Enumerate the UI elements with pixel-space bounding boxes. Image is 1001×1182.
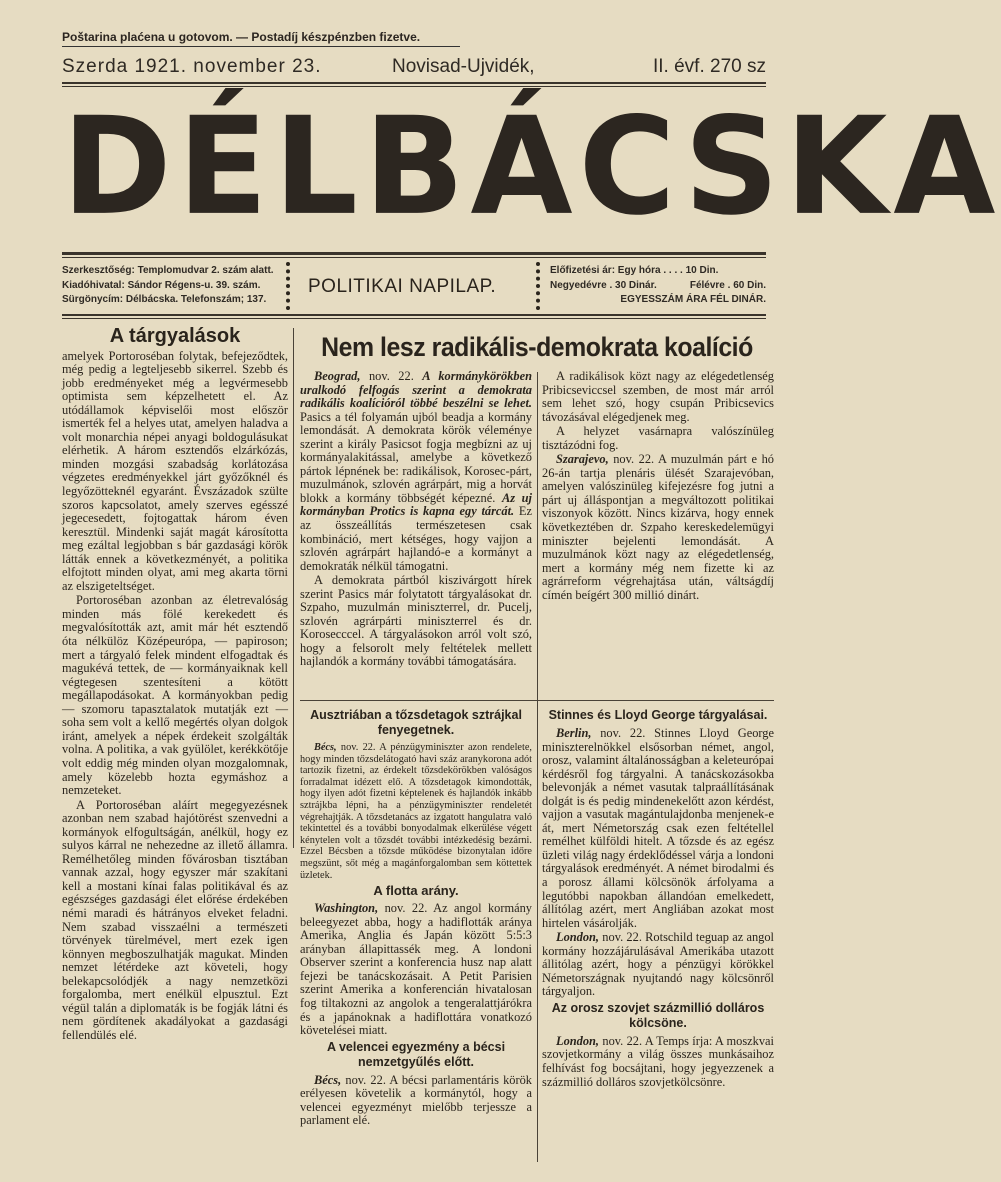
left-article-paragraph: amelyek Portoroséban folytak, befejeződtek, még pedig a legteljesebb sikerrel. Szebb és jobb eredményeket még a legvérmesebb optimista sem képzelhetett el. Az utódállamok képviselői most először ismerték fel a helyes utat, amelyen haladva a volt monarchia népei anyagi boldogulásukat elérhetik. A három esztendős elzárkózás, minden mozgási szabadság korlátozása végzetes eredményekkel járt győzőknél és legyőzötteknél egyaránt. Évszázadok szülte szoros kapcsolatot, amely szerves egésszé jegecesedett, fojtogattak három éven keresztül. Mindenki saját magát károsította meg ezáltal legjobban s bár gazdasági körök látták ennek a következményét, a politika elfojtott minden olyat, ami meg akarta törni az elszigeteltséget.	[62, 348, 288, 593]
postal-underline	[62, 46, 460, 47]
telegraph-info: Sürgönycím: Délbácska. Telefonszám; 137.	[62, 294, 267, 305]
issue-date: Szerda 1921. november 23.	[62, 56, 322, 77]
masthead-rule	[62, 252, 766, 258]
info-separator	[536, 262, 540, 310]
main-article-column	[300, 370, 532, 669]
dateline-place: Washington,	[314, 901, 379, 916]
venice-article-text: A bécsi parlamentáris körök erélyesen követelik a kormánytól, hogy a velencei egyezményt mielőbb terjessze a parlament elé.	[300, 1072, 533, 1128]
price-quarterly: Negyedévre . 30 Dinár.	[550, 279, 657, 291]
section-rule	[300, 700, 774, 701]
dateline-date: nov. 22.	[602, 930, 642, 945]
top-rule	[62, 82, 766, 87]
postal-notice: Poštarina plaćena u gotovom. — Postadíj készpénzben fizetve.	[62, 30, 421, 44]
issue-place: Novisad-Ujvidék,	[392, 56, 535, 77]
editorial-address: Szerkesztőség: Templomudvar 2. szám alatt.	[62, 265, 274, 276]
main-article-lead: A kormánykörökben uralkodó felfogás szerint a demokrata radikális koalícióról többé beszélni se lehet.	[300, 369, 532, 411]
dateline	[62, 56, 766, 80]
main-article-continued	[542, 370, 774, 602]
soviet-article-text: A Temps írja: A moszkvai szovjetkormány a világ összes munkásaihoz felhívást fog bocsájtani, hogy jegyezzenek a százmillió dolláros szovjetkölcsönre.	[542, 1033, 774, 1089]
dateline-date: nov. 22.	[602, 1033, 643, 1048]
stinnes-article-text: Stinnes Lloyd George miniszterelnökkel elsősorban német, angol, orosz, valamint általánosságban a keleteurópai kérdésről fog tárgyalni. A tanácskozásokba belevonják a német vasutak talpraállításának dolgát is és pedig mindenekelőtt azon kérdést, vajjon a vasutak magántulajdonba menjenek-e át, mert Németország csak ezen feltétellel remélhet külföldi hitelt. A tőzsde és az egész üzleti világ nagy érdeklődéssel várja a londoni tárgyalások eredményét. A német birodalmi és a porosz állami kölcsönök árfolyama a legutóbbi napokban állandóan emelkedett, állítólag azért, mert Angliában azokat most hirtelen vásárolják.	[542, 726, 774, 930]
main-article-paragraph: A helyzet vasárnapra valószínüleg tisztázódni fog.	[542, 424, 774, 452]
austria-article-title: Ausztriában a tőzsdetagok sztrájkal fenyegetnek.	[310, 708, 522, 737]
left-article-paragraph: Portoroséban azonban az életrevalóság minden más fölé kerekedett és megvalósították azt, amit már hét esztendő óta nélkülöz Középeurópa, — papiroson; mert a tárgyaló felek mindent elfogadtak és magukévá tettek, de — kormányaiknak kell végtegesen szentesíteni a kötött megállapodásokat. A kormányokban pedig — szomoru tapasztalatok mutatják ezt — soha sem volt a kellő megértés olyan dolgok iránt, amelyek a népek érdekeit szolgálták volna. A politika, a vak gyülölet, kerékkötője volt eddig még minden olyan mozgalomnak, amely közelebb hozta egymáshoz a nemzeteket.	[62, 593, 288, 798]
soviet-article-title: Az orosz szovjet százmillió dolláros kölcsöne.	[551, 1000, 765, 1030]
dateline-place: London,	[556, 1033, 600, 1048]
dateline-date: nov. 22.	[345, 1072, 386, 1087]
stinnes-article-text: Rotschild teguap az angol kormány hozzájárulásával Amerikába utazott állitólag azért, hogy a pénzügyi körökkel Németországnak nyujtandó nagy kölcsönről tárgyaljon.	[542, 930, 774, 999]
contact-info	[62, 264, 274, 308]
left-article	[62, 325, 288, 1042]
lower-middle-column	[300, 706, 532, 1128]
fleet-article-text: Az angol kormány beleegyezet abba, hogy a hadiflották aránya Amerika, Anglia és Japán között 5:5:3 arányban állapittassék meg. A londoni Observer szerint a konferencia husz nap alatt fejezi be tanácskozásait. A Petit Parisien szerint Amerika a konferencián hivatalosan fog tiltakozni az angolok a tengeralattjárókra és a japánoknak a hadiflottára vonatkozó követelései miatt.	[300, 901, 533, 1038]
stinnes-article-title: Stinnes és Lloyd George tárgyalásai.	[548, 708, 768, 722]
dateline-date: nov. 22.	[384, 901, 428, 916]
left-article-paragraph: A Portoroséban aláírt megegyezésnek azonban nem szabad hajótörést szenvedni a kormányok elfogultságán, anélkül, hogy ez sulyos kárral ne nehezedne az illető államra. Remélhetőleg minden fővárosban tisztában vannak azzal, hogy egyszer már szakítani kell a mostani kínai falas politikával és az egészséges gazdasági élet előrése érdekében némi maradi és hátrányos elveket feladni. Nem szabad visszaélni a természeti törvények türelmével, mert ezek igen könnyen megboszulhatják magukat. Minden nemzet létérdeke azt követeli, hogy belekapcsolódjék a nagy nemzetközi forgalomba, mert enélkül elpusztul. Ezt végül talán a diplomaták is be fogják látni és nem gördítenek akadályokat a gazdasági fellendülés elé.	[62, 797, 288, 1042]
info-rule	[62, 314, 766, 319]
dateline-place: London,	[556, 930, 600, 945]
paper-subtitle: POLITIKAI NAPILAP.	[308, 276, 497, 297]
main-article-paragraph: A demokrata pártból kiszivárgott hírek szerint Pasics már folytatott tárgyalásokat dr. Szpaho, muzulmán miniszterrel, dr. Pucelj, szlovén agrárpárti miniszterrel és dr. Korosecccel. A tárgyalásokon arról volt szó, hogy a felsorolt mely feltételek mellett hajlandók a kormány további támogatására.	[300, 573, 532, 669]
info-separator	[286, 262, 290, 310]
price-single-copy: EGYESSZÁM ÁRA FÉL DINÁR.	[620, 294, 766, 305]
dateline-date: nov. 22.	[613, 452, 655, 467]
austria-article-text: A pénzügyminiszter azon rendelete, hogy minden tőzsdelátogató havi száz aranykorona adót tartozik fizetni, az érdekelt tőzsdekörökben valóságos forradalmat idézett elő. A tőzsdetagok kimondották, hogy ilyen adót fizetni képtelenek és hajlandók inkább sztrájkba lépni, ha a pénzügyminiszter rendeletét végrehajtják. A tőzsdetanács az izgatott hangulatra való tekintettel és a további bonyodalmak elkerülése végett kénytelen volt a tőzsdét további intézkedésig bezárni. Ezzel Bécsben a tőzsde működése bizonytalan időre megszünt, sőt még a magánforgalomban sem köttettek üzletek.	[300, 742, 533, 881]
main-article-text: Ez az összeállítás természetesen csak kombináció, mert kétséges, hogy vajjon a szlovén agrárpárt hajlandó-e a kormányt a demokraták nélkül támogatni.	[300, 504, 532, 573]
dateline-place: Berlin,	[556, 726, 592, 740]
dateline-date: nov. 22.	[340, 742, 376, 753]
column-divider	[293, 328, 294, 848]
main-article-text: Pasics a tél folyamán ujból beadja a kormány lemondását. A demokrata körök véleménye szerint a király Pasicsot fogja megbízni az uj kormányalakitással, amelybe a következő pártok lépnének be: radikálisok, Korosec-párt, muzulmánok, szlovén agrárpárt, mig a horvát blokk a kormány többségét képezné.	[300, 409, 532, 505]
dateline-place: Bécs,	[314, 1072, 342, 1087]
main-article-bold: Az uj kormányban Protics is kapna egy tárcát.	[300, 490, 532, 519]
column-divider	[537, 372, 538, 1162]
price-monthly: Előfizetési ár: Egy hóra . . . . 10 Din.	[550, 265, 719, 276]
dateline-place: Bécs,	[314, 742, 337, 753]
dateline-date: nov. 22.	[368, 369, 414, 383]
fleet-article-title: A flotta arány.	[373, 883, 459, 899]
masthead-title: DÉLBÁCSKA	[62, 88, 1001, 246]
info-bar	[62, 262, 766, 312]
main-article-paragraph: A radikálisok közt nagy az elégedetlenség Pribicseviccsel szemben, de most már arról sem lehet szó, hogy csupán Pribicsevics távozásával elégedjenek meg.	[542, 369, 774, 424]
subscription-prices	[550, 264, 766, 308]
left-article-title: A tárgyalások	[109, 325, 241, 347]
publishing-address: Kiadóhivatal: Sándor Régens-u. 39. szám.	[62, 279, 261, 291]
venice-article-title: A velencei egyezmény a bécsi nemzetgyűlés előtt.	[326, 1039, 506, 1069]
dateline-place: Szarajevo,	[556, 452, 609, 467]
price-row	[550, 279, 766, 294]
dateline-place: Beograd,	[314, 369, 361, 383]
issue-number: II. évf. 270 sz	[653, 56, 766, 77]
price-halfyear: Félévre . 60 Din.	[689, 279, 766, 291]
lower-right-column	[542, 706, 774, 1089]
main-article-text: A muzulmán párt e hó 26-án tartja plenáris ülését Szarajevóban, amelyen valószinüleg kifejezésre fog jutni a párt uj álláspontjan a megváltozott politikai viszonyok között. Nincs kizárva, hogy ennek következtében dr. Szpaho kereskedelemügyi miniszter bejelenti lemondását. A muzulmánok közt nagy az elégedetlenség, mert a kormány még nem fizette ki az agrárreform végrehajtása után, váltságdíj címén beígért 300 millió dinárt.	[542, 452, 774, 602]
dateline-date: nov. 22.	[600, 726, 646, 740]
main-headline: Nem lesz radikális-demokrata koalíció	[321, 332, 753, 362]
